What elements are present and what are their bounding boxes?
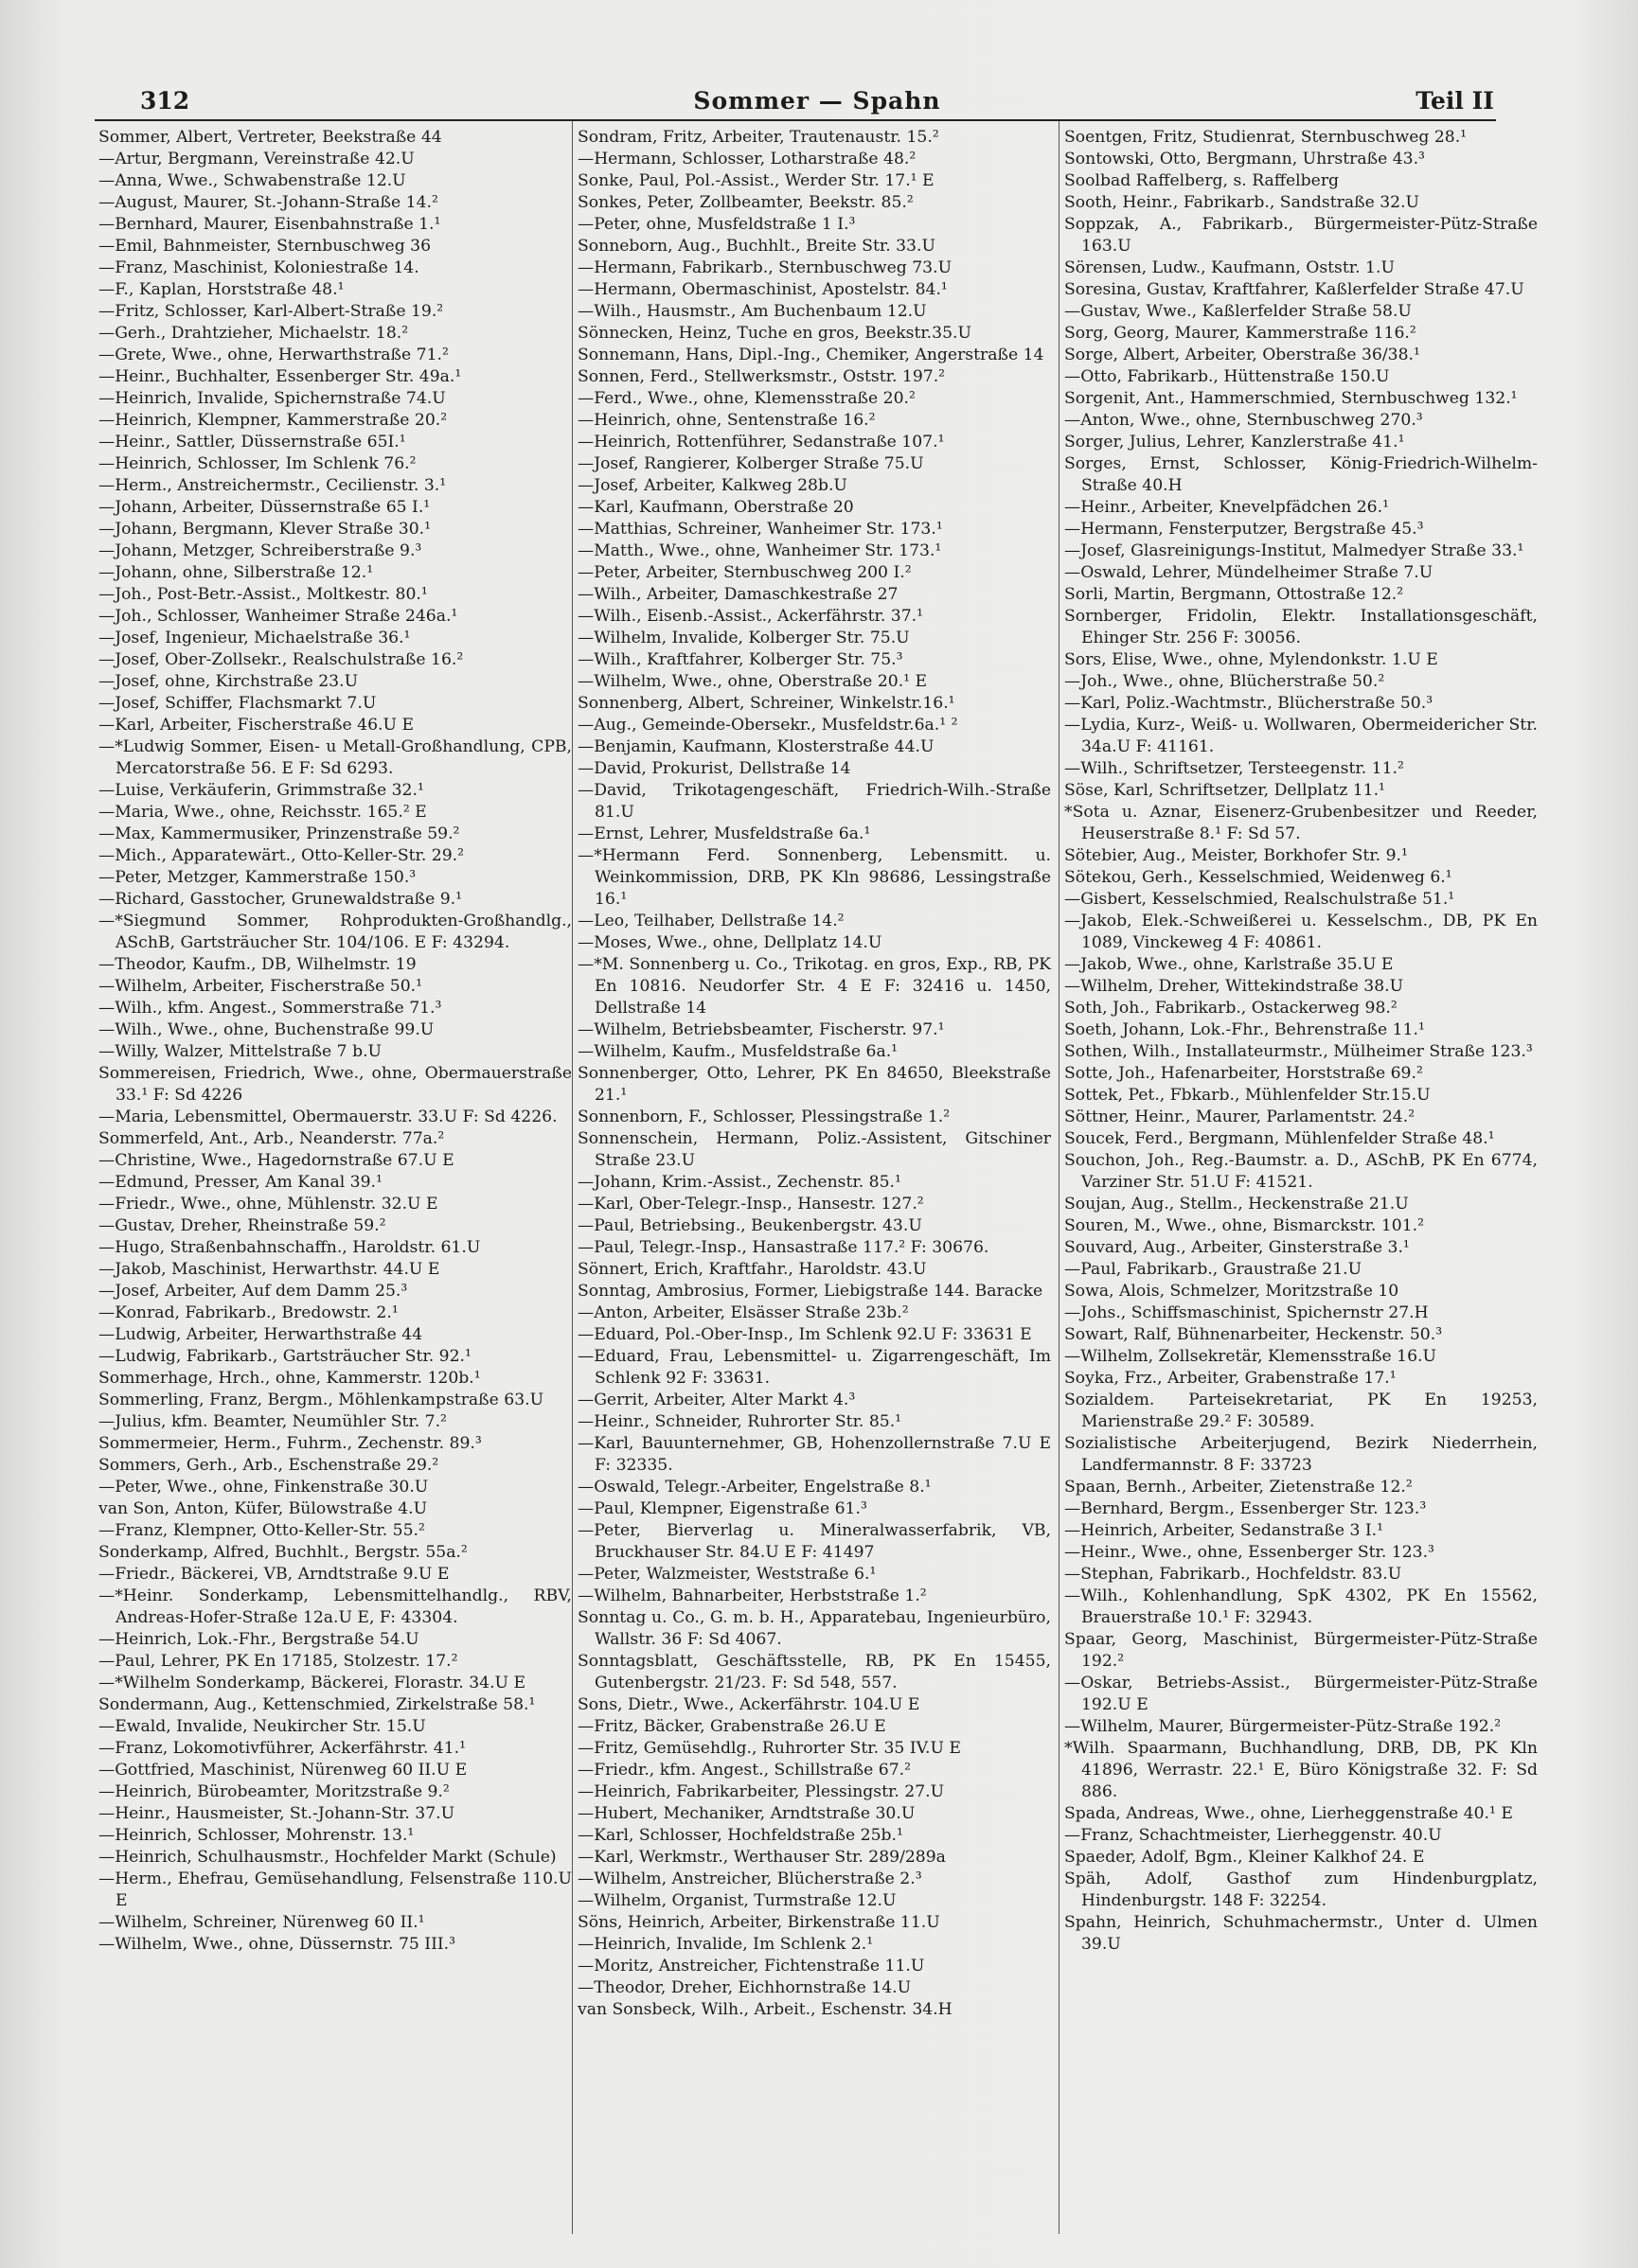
- directory-entry: Soth, Joh., Fabrikarb., Ostackerweg 98.²: [1064, 999, 1398, 1018]
- directory-entry: Sonnenborn, F., Schlosser, Plessingstraße 1.²: [578, 1107, 951, 1126]
- directory-entry: Sondram, Fritz, Arbeiter, Trautenaustr. 15.²: [578, 128, 939, 147]
- directory-entry: —Ewald, Invalide, Neukircher Str. 15.U: [98, 1717, 426, 1736]
- directory-entry: —Anton, Wwe., ohne, Sternbuschweg 270.³: [1064, 411, 1423, 430]
- directory-entry: —Josef, ohne, Kirchstraße 23.U: [98, 672, 359, 691]
- directory-entry: —Hermann, Fabrikarb., Sternbuschweg 73.U: [578, 258, 953, 277]
- directory-entry: —Luise, Verkäuferin, Grimmstraße 32.¹: [98, 781, 424, 800]
- page-number: 312: [140, 87, 190, 115]
- directory-column-2: [578, 127, 1051, 2021]
- directory-entry: —Peter, Bierverlag u. Mineralwasserfabrik, VB, Bruckhauser Str. 84.U E F: 41497: [578, 1521, 1051, 1562]
- directory-entry: —Friedr., kfm. Angest., Schillstraße 67.²: [578, 1761, 911, 1780]
- directory-entry: —Willy, Walzer, Mittelstraße 7 b.U: [98, 1042, 383, 1061]
- directory-entry: —Lydia, Kurz-, Weiß- u. Wollwaren, Obermeidericher Str. 34a.U F: 41161.: [1064, 716, 1538, 756]
- directory-entry: —Leo, Teilhaber, Dellstraße 14.²: [578, 912, 845, 930]
- directory-entry: —Ferd., Wwe., ohne, Klemensstraße 20.²: [578, 389, 916, 408]
- directory-entry: —Jakob, Elek.-Schweißerei u. Kesselschm., DB, PK En 1089, Vinckeweg 4 F: 40861.: [1064, 912, 1538, 952]
- directory-entry: —Edmund, Presser, Am Kanal 39.¹: [98, 1173, 383, 1192]
- directory-entry: Soyka, Frz., Arbeiter, Grabenstraße 17.¹: [1064, 1369, 1397, 1388]
- directory-entry: —Heinr., Wwe., ohne, Essenberger Str. 123.³: [1064, 1543, 1434, 1562]
- directory-entry: —Franz, Schachtmeister, Lierheggenstr. 40.U: [1064, 1826, 1442, 1845]
- directory-entry: —*Heinr. Sonderkamp, Lebensmittelhandlg., RBV, Andreas-Hofer-Straße 12a.U E, F: 43304.: [98, 1586, 572, 1627]
- directory-entry: —Karl, Ober-Telegr.-Insp., Hansestr. 127.²: [578, 1195, 924, 1214]
- directory-entry: —Wilh., Wwe., ohne, Buchenstraße 99.U: [98, 1020, 435, 1039]
- directory-entry: Sörensen, Ludw., Kaufmann, Oststr. 1.U: [1064, 258, 1395, 277]
- directory-entry: Söttner, Heinr., Maurer, Parlamentstr. 24.²: [1064, 1107, 1415, 1126]
- directory-entry: —Moritz, Anstreicher, Fichtenstraße 11.U: [578, 1957, 925, 1976]
- directory-entry: —Heinrich, ohne, Sentenstraße 16.²: [578, 411, 876, 430]
- directory-entry: Sowart, Ralf, Bühnenarbeiter, Heckenstr. 50.³: [1064, 1325, 1443, 1344]
- directory-entry: —Maria, Lebensmittel, Obermauerstr. 33.U F: Sd 4226.: [98, 1107, 558, 1126]
- directory-entry: —Heinr., Arbeiter, Knevelpfädchen 26.¹: [1064, 498, 1389, 517]
- directory-entry: Sonnenberger, Otto, Lehrer, PK En 84650, Bleekstraße 21.¹: [578, 1064, 1051, 1105]
- directory-entry: van Son, Anton, Küfer, Bülowstraße 4.U: [98, 1499, 428, 1518]
- directory-entry: —Matthias, Schreiner, Wanheimer Str. 173.¹: [578, 520, 943, 539]
- directory-entry: —Karl, Bauunternehmer, GB, Hohenzollernstraße 7.U E F: 32335.: [578, 1434, 1051, 1475]
- directory-entry: —Peter, Arbeiter, Sternbuschweg 200 I.²: [578, 563, 912, 582]
- directory-entry: —Heinr., Hausmeister, St.-Johann-Str. 37.U: [98, 1804, 455, 1823]
- directory-entry: Spaan, Bernh., Arbeiter, Zietenstraße 12.²: [1064, 1478, 1413, 1497]
- directory-entry: Sommers, Gerh., Arb., Eschenstraße 29.²: [98, 1456, 439, 1475]
- directory-entry: Sötekou, Gerh., Kesselschmied, Weidenweg 6.¹: [1064, 868, 1452, 887]
- directory-entry: —Karl, Werkmstr., Werthauser Str. 289/289a: [578, 1848, 946, 1867]
- directory-entry: —Franz, Klempner, Otto-Keller-Str. 55.²: [98, 1521, 425, 1540]
- directory-entry: Sonke, Paul, Pol.-Assist., Werder Str. 17.¹ E: [578, 171, 935, 190]
- directory-entry: —Paul, Betriebsing., Beukenbergstr. 43.U: [578, 1216, 922, 1235]
- directory-entry: —Ludwig, Arbeiter, Herwarthstraße 44: [98, 1325, 423, 1344]
- directory-entry: Souvard, Aug., Arbeiter, Ginsterstraße 3.¹: [1064, 1238, 1410, 1257]
- directory-entry: —Hugo, Straßenbahnschaffn., Haroldstr. 61.U: [98, 1238, 481, 1257]
- directory-entry: —Heinrich, Rottenführer, Sedanstraße 107.¹: [578, 433, 945, 452]
- directory-entry: —Joh., Post-Betr.-Assist., Moltkestr. 80.¹: [98, 585, 428, 604]
- directory-entry: —Paul, Lehrer, PK En 17185, Stolzestr. 17.²: [98, 1652, 458, 1671]
- directory-entry: Sommereisen, Friedrich, Wwe., ohne, Obermauerstraße 33.¹ F: Sd 4226: [98, 1064, 572, 1105]
- directory-entry: —August, Maurer, St.-Johann-Straße 14.²: [98, 193, 438, 212]
- directory-entry: —Josef, Schiffer, Flachsmarkt 7.U: [98, 694, 377, 713]
- directory-entry: Souren, M., Wwe., ohne, Bismarckstr. 101.²: [1064, 1216, 1424, 1235]
- directory-entry: Spahn, Heinrich, Schuhmachermstr., Unter d. Ulmen 39.U: [1064, 1913, 1538, 1954]
- directory-entry: Späh, Adolf, Gasthof zum Hindenburgplatz, Hindenburgstr. 148 F: 32254.: [1064, 1869, 1538, 1910]
- directory-entry: Sorli, Martin, Bergmann, Ottostraße 12.²: [1064, 585, 1404, 604]
- directory-entry: —Wilh., Kraftfahrer, Kolberger Str. 75.³: [578, 650, 903, 669]
- directory-entry: —Oswald, Telegr.-Arbeiter, Engelstraße 8.¹: [578, 1478, 932, 1497]
- directory-entry: —Benjamin, Kaufmann, Klosterstraße 44.U: [578, 737, 935, 756]
- directory-entry: —Heinrich, Schlosser, Im Schlenk 76.²: [98, 454, 417, 473]
- directory-entry: —Gerh., Drahtzieher, Michaelstr. 18.²: [98, 324, 409, 343]
- directory-entry: —Bernhard, Bergm., Essenberger Str. 123.³: [1064, 1499, 1427, 1518]
- directory-entry: —Josef, Arbeiter, Kalkweg 28b.U: [578, 476, 847, 495]
- directory-entry: —David, Prokurist, Dellstraße 14: [578, 759, 851, 778]
- directory-column-1: [98, 127, 572, 1956]
- directory-entry: —Heinrich, Bürobeamter, Moritzstraße 9.²: [98, 1782, 450, 1801]
- directory-entry: —Peter, Walzmeister, Weststraße 6.¹: [578, 1565, 877, 1584]
- directory-entry: —Karl, Schlosser, Hochfeldstraße 25b.¹: [578, 1826, 903, 1845]
- directory-entry: —Wilhelm, Zollsekretär, Klemensstraße 16.U: [1064, 1347, 1436, 1366]
- directory-column-3: [1064, 127, 1538, 1956]
- directory-entry: —Josef, Rangierer, Kolberger Straße 75.U: [578, 454, 924, 473]
- directory-entry: Sommerhage, Hrch., ohne, Kammerstr. 120b.¹: [98, 1369, 481, 1388]
- directory-entry: Sonntag, Ambrosius, Former, Liebigstraße 144. Baracke: [578, 1282, 1043, 1301]
- directory-entry: —Wilh., Eisenb.-Assist., Ackerfährstr. 37.¹: [578, 607, 923, 626]
- directory-entry: Sorger, Julius, Lehrer, Kanzlerstraße 41.¹: [1064, 433, 1405, 452]
- directory-entry: —Gustav, Dreher, Rheinstraße 59.²: [98, 1216, 386, 1235]
- directory-entry: —Peter, Wwe., ohne, Finkenstraße 30.U: [98, 1478, 429, 1497]
- directory-entry: —Christine, Wwe., Hagedornstraße 67.U E: [98, 1151, 454, 1170]
- directory-entry: —Fritz, Gemüsehdlg., Ruhrorter Str. 35 IV.U E: [578, 1739, 961, 1758]
- directory-entry: Sowa, Alois, Schmelzer, Moritzstraße 10: [1064, 1282, 1399, 1301]
- directory-entry: Söse, Karl, Schriftsetzer, Dellplatz 11.¹: [1064, 781, 1385, 800]
- directory-entry: —Wilh., Hausmstr., Am Buchenbaum 12.U: [578, 302, 927, 321]
- directory-entry: —Aug., Gemeinde-Obersekr., Musfeldstr.6a.¹ ²: [578, 716, 958, 735]
- directory-entry: Sonkes, Peter, Zollbeamter, Beekstr. 85.²: [578, 193, 914, 212]
- directory-entry: —Max, Kammermusiker, Prinzenstraße 59.²: [98, 824, 460, 843]
- directory-entry: —Peter, Metzger, Kammerstraße 150.³: [98, 868, 417, 887]
- directory-entry: Sonnenschein, Hermann, Poliz.-Assistent, Gitschiner Straße 23.U: [578, 1129, 1051, 1170]
- directory-entry: —Wilhelm, Bahnarbeiter, Herbststraße 1.²: [578, 1586, 927, 1605]
- directory-entry: —F., Kaplan, Horststraße 48.¹: [98, 280, 345, 299]
- directory-entry: —Friedr., Wwe., ohne, Mühlenstr. 32.U E: [98, 1195, 438, 1214]
- directory-entry: —Heinr., Schneider, Ruhrorter Str. 85.¹: [578, 1412, 902, 1431]
- directory-entry: —Wilh., Schriftsetzer, Tersteegenstr. 11.²: [1064, 759, 1404, 778]
- directory-entry: Soeth, Johann, Lok.-Fhr., Behrenstraße 11.¹: [1064, 1020, 1425, 1039]
- directory-entry: —Heinrich, Schulhausmstr., Hochfelder Markt (Schule): [98, 1848, 557, 1867]
- directory-entry: Soresina, Gustav, Kraftfahrer, Kaßlerfelder Straße 47.U: [1064, 280, 1524, 299]
- directory-entry: Sorgenit, Ant., Hammerschmied, Sternbuschweg 132.¹: [1064, 389, 1518, 408]
- directory-entry: Souchon, Joh., Reg.-Baumstr. a. D., ASchB, PK En 6774, Varziner Str. 51.U F: 41521.: [1064, 1151, 1538, 1192]
- page-title: Sommer — Spahn: [693, 87, 941, 115]
- directory-entry: —*M. Sonnenberg u. Co., Trikotag. en gros, Exp., RB, PK En 10816. Neudorfer Str. 4 E F: 32416 u. 1450, Dellstraße 14: [578, 955, 1051, 1018]
- directory-entry: Soujan, Aug., Stellm., Heckenstraße 21.U: [1064, 1195, 1409, 1214]
- directory-entry: —Heinr., Buchhalter, Essenberger Str. 49a.¹: [98, 367, 462, 386]
- directory-entry: —Ernst, Lehrer, Musfeldstraße 6a.¹: [578, 824, 871, 843]
- directory-entry: Soppzak, A., Fabrikarb., Bürgermeister-Pütz-Straße 163.U: [1064, 215, 1538, 256]
- directory-entry: —Eduard, Frau, Lebensmittel- u. Zigarrengeschäft, Im Schlenk 92 F: 33631.: [578, 1347, 1051, 1388]
- header-rule: [95, 119, 1496, 121]
- directory-entry: —Moses, Wwe., ohne, Dellplatz 14.U: [578, 933, 882, 952]
- directory-entry: —Johs., Schiffsmaschinist, Spichernstr 27.H: [1064, 1303, 1429, 1322]
- directory-entry: Sommerling, Franz, Bergm., Möhlenkampstraße 63.U: [98, 1391, 544, 1409]
- directory-entry: —Joh., Schlosser, Wanheimer Straße 246a.¹: [98, 607, 458, 626]
- directory-entry: —Josef, Arbeiter, Auf dem Damm 25.³: [98, 1282, 408, 1301]
- directory-entry: Sorges, Ernst, Schlosser, König-Friedrich-Wilhelm-Straße 40.H: [1064, 454, 1538, 495]
- directory-entry: —Otto, Fabrikarb., Hüttenstraße 150.U: [1064, 367, 1390, 386]
- directory-entry: —Paul, Fabrikarb., Graustraße 21.U: [1064, 1260, 1362, 1279]
- directory-entry: Sozialdem. Parteisekretariat, PK En 19253, Marienstraße 29.² F: 30589.: [1064, 1391, 1538, 1431]
- directory-entry: —Johann, Krim.-Assist., Zechenstr. 85.¹: [578, 1173, 901, 1192]
- directory-entry: —Gisbert, Kesselschmied, Realschulstraße 51.¹: [1064, 890, 1455, 909]
- directory-entry: Sonnen, Ferd., Stellwerksmstr., Oststr. 197.²: [578, 367, 946, 386]
- directory-entry: Soentgen, Fritz, Studienrat, Sternbuschweg 28.¹: [1064, 128, 1468, 147]
- directory-entry: Sons, Dietr., Wwe., Ackerfährstr. 104.U E: [578, 1695, 920, 1714]
- directory-entry: —Theodor, Dreher, Eichhornstraße 14.U: [578, 1978, 912, 1997]
- directory-entry: —Wilhelm, Wwe., ohne, Oberstraße 20.¹ E: [578, 672, 928, 691]
- directory-entry: —Theodor, Kaufm., DB, Wilhelmstr. 19: [98, 955, 417, 974]
- directory-entry: —Wilhelm, Wwe., ohne, Düssernstr. 75 III.³: [98, 1935, 456, 1954]
- directory-entry: —Johann, Metzger, Schreiberstraße 9.³: [98, 541, 422, 560]
- directory-entry: Sottek, Pet., Fbkarb., Mühlenfelder Str.15.U: [1064, 1086, 1431, 1105]
- directory-entry: Sonntagsblatt, Geschäftsstelle, RB, PK En 15455, Gutenbergstr. 21/23. F: Sd 548, 557.: [578, 1652, 1051, 1692]
- directory-entry: Sonderkamp, Alfred, Buchhlt., Bergstr. 55a.²: [98, 1543, 468, 1562]
- directory-entry: Soucek, Ferd., Bergmann, Mühlenfelder Straße 48.¹: [1064, 1129, 1495, 1148]
- directory-entry: —Wilhelm, Maurer, Bürgermeister-Pütz-Straße 192.²: [1064, 1717, 1502, 1736]
- directory-entry: —Wilhelm, Organist, Turmstraße 12.U: [578, 1891, 897, 1910]
- directory-entry: —Maria, Wwe., ohne, Reichsstr. 165.² E: [98, 803, 427, 822]
- directory-entry: —Mich., Apparatewärt., Otto-Keller-Str. 29.²: [98, 846, 465, 865]
- directory-entry: —Stephan, Fabrikarb., Hochfeldstr. 83.U: [1064, 1565, 1402, 1584]
- directory-entry: —Fritz, Schlosser, Karl-Albert-Straße 19.²: [98, 302, 444, 321]
- directory-entry: —Konrad, Fabrikarb., Bredowstr. 2.¹: [98, 1303, 399, 1322]
- directory-entry: Sorge, Albert, Arbeiter, Oberstraße 36/38.¹: [1064, 346, 1420, 364]
- directory-entry: —Eduard, Pol.-Ober-Insp., Im Schlenk 92.U F: 33631 E: [578, 1325, 1032, 1344]
- directory-entry: —Emil, Bahnmeister, Sternbuschweg 36: [98, 237, 432, 256]
- directory-entry: —Gustav, Wwe., Kaßlerfelder Straße 58.U: [1064, 302, 1412, 321]
- directory-entry: —Heinrich, Arbeiter, Sedanstraße 3 I.¹: [1064, 1521, 1383, 1540]
- directory-entry: —Heinrich, Invalide, Im Schlenk 2.¹: [578, 1935, 874, 1954]
- directory-entry: Sommermeier, Herm., Fuhrm., Zechenstr. 89.³: [98, 1434, 482, 1453]
- directory-entry: Söns, Heinrich, Arbeiter, Birkenstraße 11.U: [578, 1913, 940, 1932]
- directory-entry: —Wilhelm, Kaufm., Musfeldstraße 6a.¹: [578, 1042, 899, 1061]
- directory-entry: —Josef, Ingenieur, Michaelstraße 36.¹: [98, 629, 411, 647]
- directory-entry: —Gerrit, Arbeiter, Alter Markt 4.³: [578, 1391, 856, 1409]
- directory-entry: Sommerfeld, Ant., Arb., Neanderstr. 77a.²: [98, 1129, 445, 1148]
- directory-entry: —Julius, kfm. Beamter, Neumühler Str. 7.²: [98, 1412, 447, 1431]
- directory-entry: Sors, Elise, Wwe., ohne, Mylendonkstr. 1.U E: [1064, 650, 1438, 669]
- directory-entry: Sorg, Georg, Maurer, Kammerstraße 116.²: [1064, 324, 1416, 343]
- directory-entry: Sondermann, Aug., Kettenschmied, Zirkelstraße 58.¹: [98, 1695, 536, 1714]
- directory-entry: —Wilhelm, Betriebsbeamter, Fischerstr. 97.¹: [578, 1020, 945, 1039]
- directory-entry: Sothen, Wilh., Installateurmstr., Mülheimer Straße 123.³: [1064, 1042, 1533, 1061]
- directory-entry: —Karl, Arbeiter, Fischerstraße 46.U E: [98, 716, 415, 735]
- directory-entry: —Anna, Wwe., Schwabenstraße 12.U: [98, 171, 406, 190]
- directory-entry: —Wilhelm, Anstreicher, Blücherstraße 2.³: [578, 1869, 922, 1888]
- directory-entry: Sontowski, Otto, Bergmann, Uhrstraße 43.³: [1064, 150, 1425, 168]
- directory-entry: —Fritz, Bäcker, Grabenstraße 26.U E: [578, 1717, 886, 1736]
- directory-entry: —Heinr., Sattler, Düssernstraße 65I.¹: [98, 433, 406, 452]
- directory-entry: —Richard, Gasstocher, Grunewaldstraße 9.¹: [98, 890, 463, 909]
- directory-entry: —Franz, Lokomotivführer, Ackerfährstr. 41.¹: [98, 1739, 466, 1758]
- directory-entry: Sozialistische Arbeiterjugend, Bezirk Niederrhein, Landfermannstr. 8 F: 33723: [1064, 1434, 1538, 1475]
- directory-entry: van Sonsbeck, Wilh., Arbeit., Eschenstr. 34.H: [578, 2000, 953, 2019]
- directory-entry: *Wilh. Spaarmann, Buchhandlung, DRB, DB, PK Kln 41896, Werrastr. 22.¹ E, Büro Königstraße 32. F: Sd 886.: [1064, 1739, 1538, 1801]
- directory-entry: Sonntag u. Co., G. m. b. H., Apparatebau, Ingenieurbüro, Wallstr. 36 F: Sd 4067.: [578, 1608, 1051, 1649]
- directory-entry: Sonnenberg, Albert, Schreiner, Winkelstr.16.¹: [578, 694, 955, 713]
- directory-entry: —Josef, Glasreinigungs-Institut, Malmedyer Straße 33.¹: [1064, 541, 1524, 560]
- directory-entry: —Wilh., Arbeiter, Damaschkestraße 27: [578, 585, 899, 604]
- directory-entry: *Sota u. Aznar, Eisenerz-Grubenbesitzer und Reeder, Heuserstraße 8.¹ F: Sd 57.: [1064, 803, 1538, 843]
- directory-entry: —Oskar, Betriebs-Assist., Bürgermeister-Pütz-Straße 192.U E: [1064, 1674, 1538, 1714]
- directory-entry: —Herm., Ehefrau, Gemüsehandlung, Felsenstraße 110.U E: [98, 1869, 572, 1910]
- directory-entry: Spaeder, Adolf, Bgm., Kleiner Kalkhof 24. E: [1064, 1848, 1425, 1867]
- directory-entry: —Hermann, Fensterputzer, Bergstraße 45.³: [1064, 520, 1424, 539]
- page-header: [140, 87, 1494, 119]
- directory-entry: —Bernhard, Maurer, Eisenbahnstraße 1.¹: [98, 215, 441, 234]
- directory-entry: —Heinrich, Lok.-Fhr., Bergstraße 54.U: [98, 1630, 419, 1649]
- directory-entry: —Herm., Anstreichermstr., Cecilienstr. 3.¹: [98, 476, 447, 495]
- directory-entry: —Heinrich, Invalide, Spichernstraße 74.U: [98, 389, 446, 408]
- directory-entry: —Matth., Wwe., ohne, Wanheimer Str. 173.¹: [578, 541, 942, 560]
- directory-entry: Sönnecken, Heinz, Tuche en gros, Beekstr.35.U: [578, 324, 971, 343]
- directory-entry: —Gottfried, Maschinist, Nürenweg 60 II.U E: [98, 1761, 468, 1780]
- directory-entry: —*Hermann Ferd. Sonnenberg, Lebensmitt. u. Weinkommission, DRB, PK Kln 98686, Lessingstraße 16.¹: [578, 846, 1051, 909]
- directory-entry: —Paul, Telegr.-Insp., Hansastraße 117.² F: 30676.: [578, 1238, 989, 1257]
- directory-entry: —Karl, Kaufmann, Oberstraße 20: [578, 498, 854, 517]
- directory-entry: —Jakob, Maschinist, Herwarthstr. 44.U E: [98, 1260, 440, 1279]
- directory-entry: —Paul, Klempner, Eigenstraße 61.³: [578, 1499, 867, 1518]
- directory-entry: —Peter, ohne, Musfeldstraße 1 I.³: [578, 215, 856, 234]
- directory-entry: Sonneborn, Aug., Buchhlt., Breite Str. 33.U: [578, 237, 935, 256]
- directory-entry: —Hermann, Obermaschinist, Apostelstr. 84.¹: [578, 280, 948, 299]
- column-divider: [572, 121, 573, 2234]
- directory-entry: Sotte, Joh., Hafenarbeiter, Horststraße 69.²: [1064, 1064, 1423, 1083]
- directory-entry: Spada, Andreas, Wwe., ohne, Lierheggenstraße 40.¹ E: [1064, 1804, 1513, 1823]
- directory-entry: Sonnemann, Hans, Dipl.-Ing., Chemiker, Angerstraße 14: [578, 346, 1044, 364]
- directory-entry: —Heinrich, Klempner, Kammerstraße 20.²: [98, 411, 448, 430]
- directory-entry: —Wilhelm, Arbeiter, Fischerstraße 50.¹: [98, 977, 422, 996]
- directory-entry: —Artur, Bergmann, Vereinstraße 42.U: [98, 150, 415, 168]
- directory-entry: Sornberger, Fridolin, Elektr. Installationsgeschäft, Ehinger Str. 256 F: 30056.: [1064, 607, 1538, 647]
- directory-entry: —*Wilhelm Sonderkamp, Bäckerei, Florastr. 34.U E: [98, 1674, 526, 1692]
- directory-entry: Soolbad Raffelberg, s. Raffelberg: [1064, 171, 1340, 190]
- directory-entry: —Grete, Wwe., ohne, Herwarthstraße 71.²: [98, 346, 449, 364]
- directory-entry: —Johann, ohne, Silberstraße 12.¹: [98, 563, 374, 582]
- directory-entry: —Hermann, Schlosser, Lotharstraße 48.²: [578, 150, 917, 168]
- directory-entry: —Heinrich, Schlosser, Mohrenstr. 13.¹: [98, 1826, 415, 1845]
- directory-entry: —Wilh., Kohlenhandlung, SpK 4302, PK En 15562, Brauerstraße 10.¹ F: 32943.: [1064, 1586, 1538, 1627]
- directory-entry: —Franz, Maschinist, Koloniestraße 14.: [98, 258, 419, 277]
- directory-entry: —Hubert, Mechaniker, Arndtstraße 30.U: [578, 1804, 916, 1823]
- directory-entry: —Wilh., kfm. Angest., Sommerstraße 71.³: [98, 999, 442, 1018]
- directory-entry: —Wilhelm, Schreiner, Nürenweg 60 II.¹: [98, 1913, 425, 1932]
- directory-entry: Sötebier, Aug., Meister, Borkhofer Str. 9.¹: [1064, 846, 1408, 865]
- directory-entry: —Friedr., Bäckerei, VB, Arndtstraße 9.U E: [98, 1565, 450, 1584]
- directory-entry: —Karl, Poliz.-Wachtmstr., Blücherstraße 50.³: [1064, 694, 1433, 713]
- directory-entry: —Oswald, Lehrer, Mündelheimer Straße 7.U: [1064, 563, 1433, 582]
- directory-entry: Sommer, Albert, Vertreter, Beekstraße 44: [98, 128, 442, 147]
- directory-entry: —*Siegmund Sommer, Rohprodukten-Großhandlg., ASchB, Gartsträucher Str. 104/106. E F: 43294.: [98, 912, 572, 952]
- part-label: Teil II: [1415, 87, 1494, 115]
- directory-entry: —Wilhelm, Invalide, Kolberger Str. 75.U: [578, 629, 910, 647]
- directory-entry: —Heinrich, Fabrikarbeiter, Plessingstr. 27.U: [578, 1782, 945, 1801]
- directory-entry: —Josef, Ober-Zollsekr., Realschulstraße 16.²: [98, 650, 464, 669]
- directory-entry: —Johann, Bergmann, Klever Straße 30.¹: [98, 520, 431, 539]
- directory-entry: Spaar, Georg, Maschinist, Bürgermeister-Pütz-Straße 192.²: [1064, 1630, 1538, 1671]
- directory-entry: —Anton, Arbeiter, Elsässer Straße 23b.²: [578, 1303, 909, 1322]
- directory-entry: —*Ludwig Sommer, Eisen- u Metall-Großhandlung, CPB, Mercatorstraße 56. E F: Sd 6293.: [98, 737, 572, 778]
- directory-entry: —Joh., Wwe., ohne, Blücherstraße 50.²: [1064, 672, 1385, 691]
- directory-entry: —Johann, Arbeiter, Düssernstraße 65 I.¹: [98, 498, 431, 517]
- directory-entry: Sönnert, Erich, Kraftfahr., Haroldstr. 43.U: [578, 1260, 927, 1279]
- directory-entry: Sooth, Heinr., Fabrikarb., Sandstraße 32.U: [1064, 193, 1420, 212]
- directory-entry: —Jakob, Wwe., ohne, Karlstraße 35.U E: [1064, 955, 1394, 974]
- directory-entry: —Ludwig, Fabrikarb., Gartsträucher Str. 92.¹: [98, 1347, 472, 1366]
- directory-entry: —David, Trikotagengeschäft, Friedrich-Wilh.-Straße 81.U: [578, 781, 1051, 822]
- directory-entry: —Wilhelm, Dreher, Wittekindstraße 38.U: [1064, 977, 1404, 996]
